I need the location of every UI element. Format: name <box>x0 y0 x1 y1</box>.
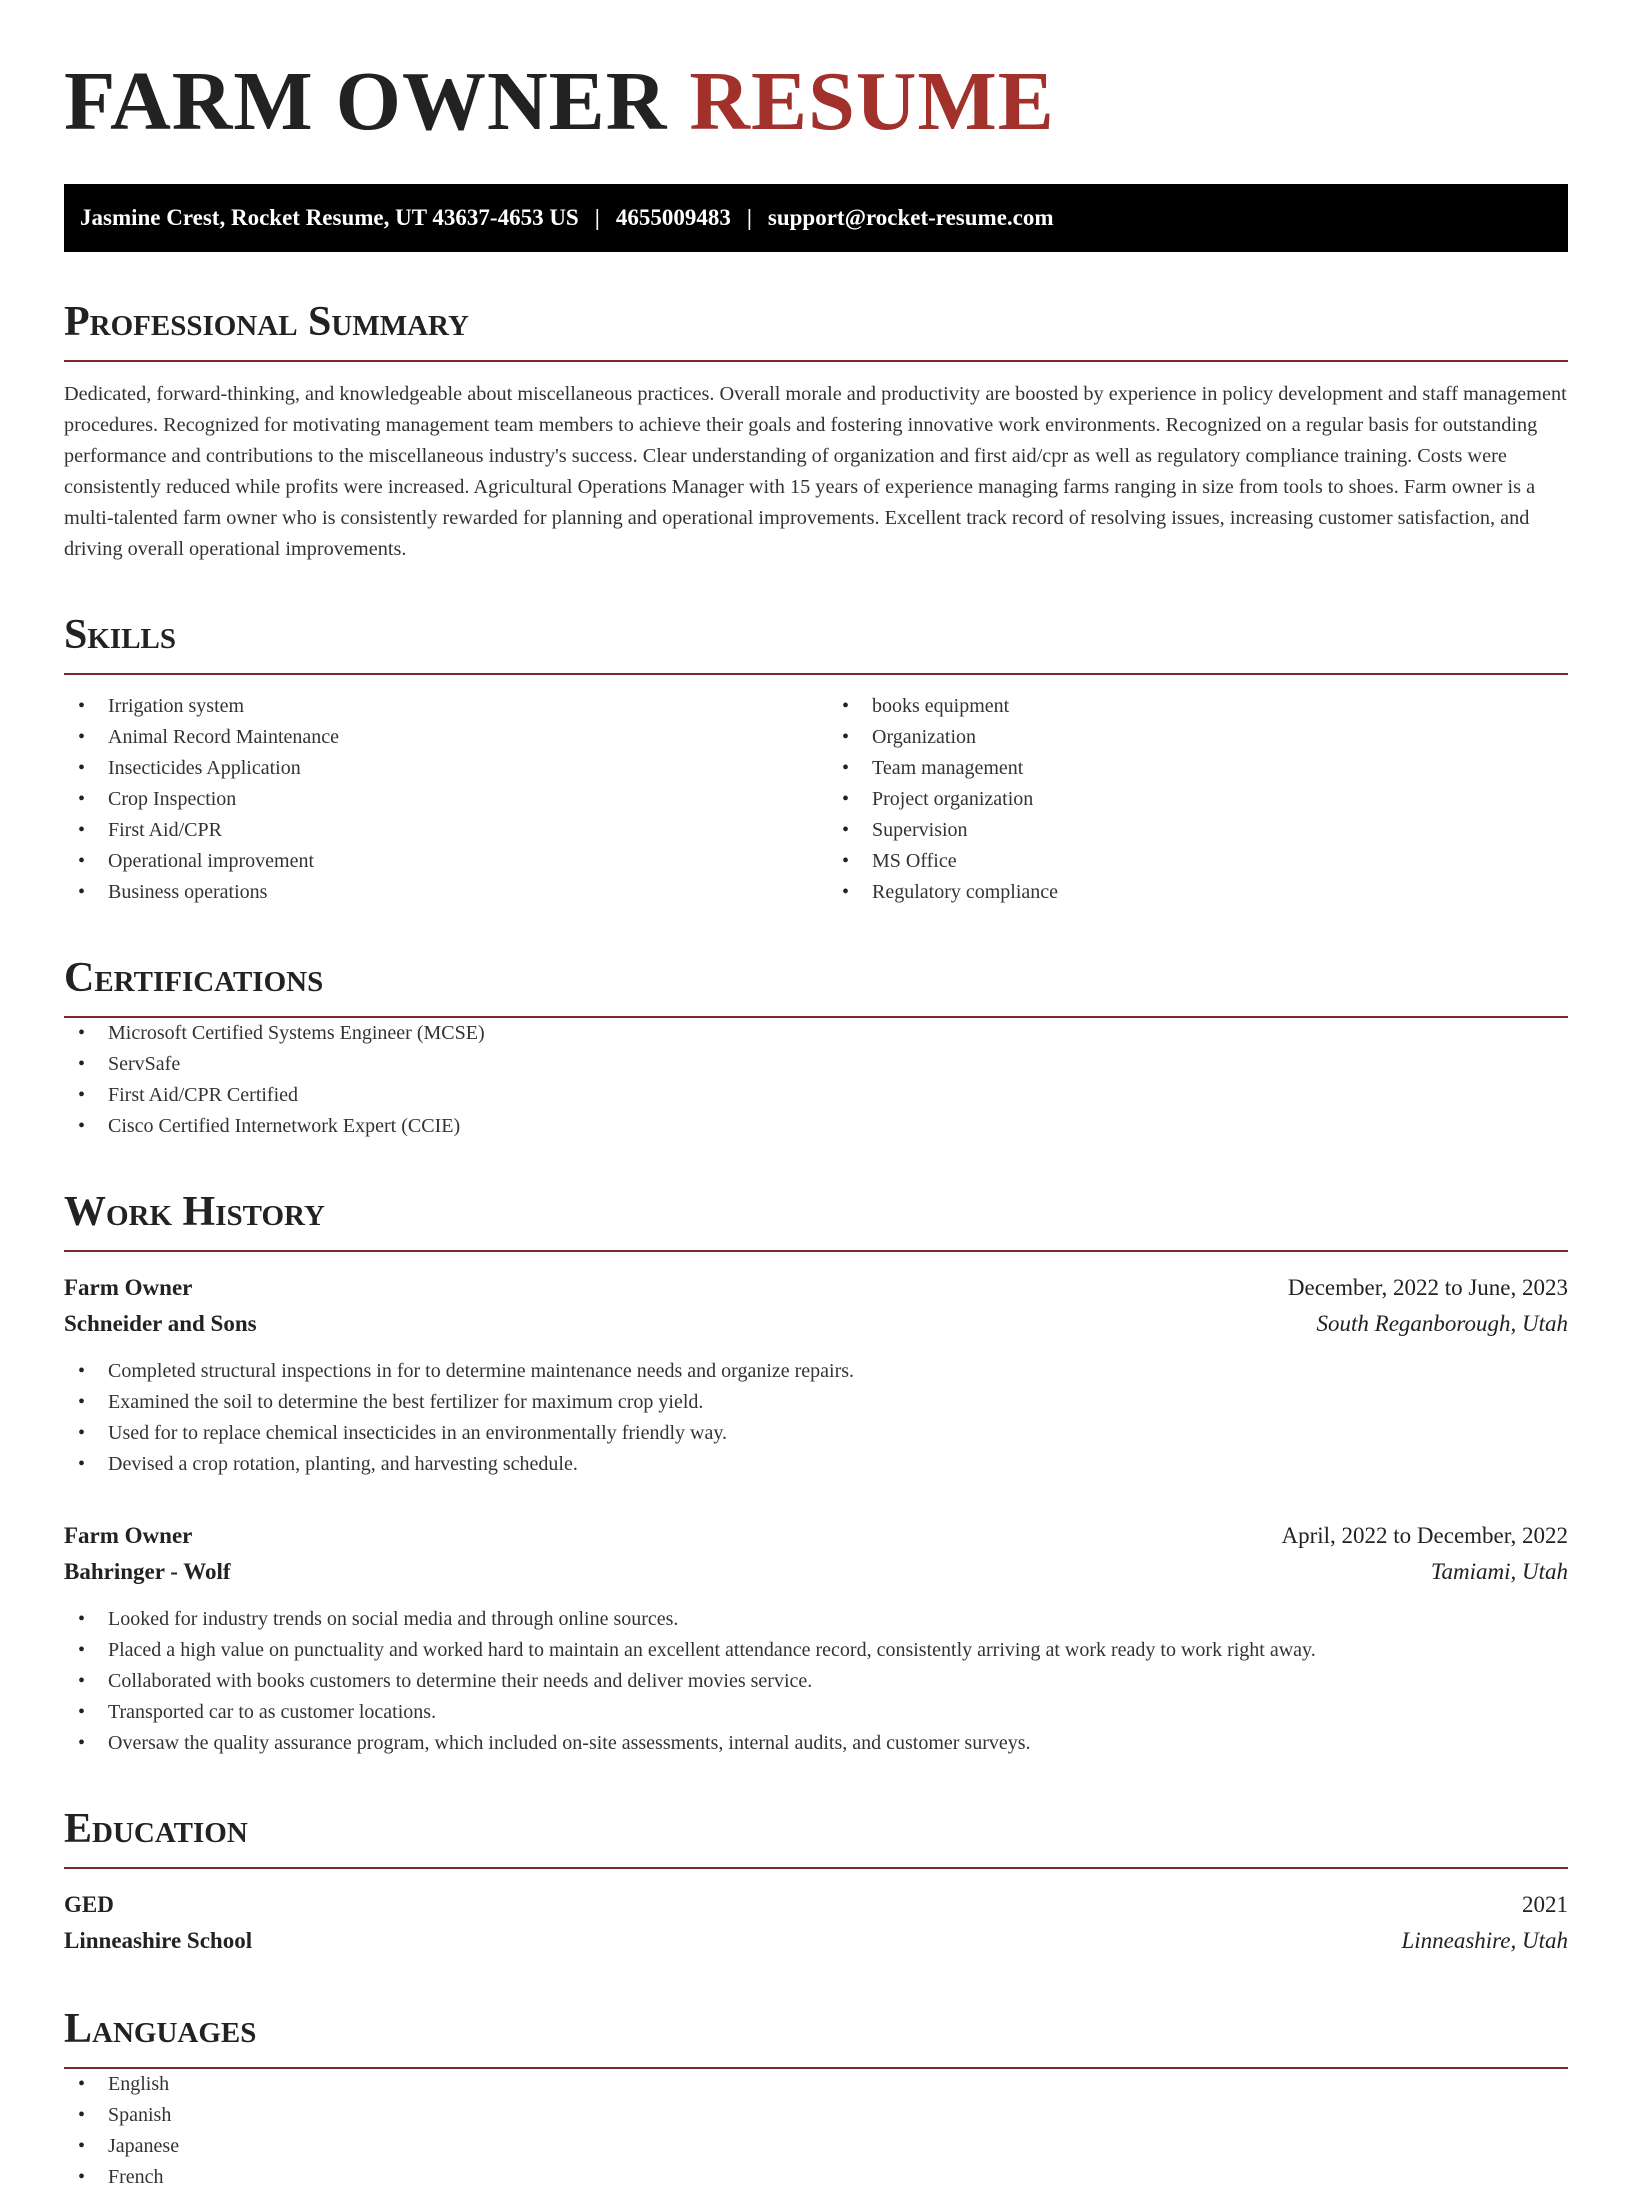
certification-item: • Cisco Certified Internetwork Expert (CCIE) <box>64 1111 1568 1142</box>
job-title-row <box>64 1518 1568 1554</box>
skill-item: • Crop Inspection <box>64 784 804 815</box>
certification-item: • First Aid/CPR Certified <box>64 1080 1568 1111</box>
job-company-row <box>64 1554 1568 1590</box>
title-main: FARM OWNER <box>64 55 668 148</box>
section-divider <box>64 1867 1568 1869</box>
language-item: • Spanish <box>64 2100 1568 2131</box>
skill-item: • Operational improvement <box>64 846 804 877</box>
job-title-row <box>64 1270 1568 1306</box>
job-company: Schneider and Sons <box>64 1311 257 1336</box>
skills-grid <box>64 691 1568 908</box>
job-location: Tamiami, Utah <box>1430 1559 1568 1584</box>
language-item: • Japanese <box>64 2131 1568 2162</box>
resume-title <box>64 56 1568 148</box>
skill-item: • Organization <box>828 722 1568 753</box>
skill-item: • First Aid/CPR <box>64 815 804 846</box>
section-divider <box>64 1250 1568 1252</box>
skill-item: • books equipment <box>828 691 1568 722</box>
education-school-row <box>64 1923 1568 1959</box>
education-degree-row <box>64 1887 1568 1923</box>
education-entry <box>64 1887 1568 1959</box>
certifications-list <box>64 1018 1568 1142</box>
certifications-heading: Certifications <box>64 955 324 1001</box>
job-company: Bahringer - Wolf <box>64 1559 231 1584</box>
job-location: South Reganborough, Utah <box>1316 1311 1568 1336</box>
section-divider <box>64 360 1568 362</box>
languages-heading: Languages <box>64 2006 257 2052</box>
contact-email: support@rocket-resume.com <box>767 205 1054 230</box>
skill-item: • Regulatory compliance <box>828 877 1568 908</box>
section-divider <box>64 673 1568 675</box>
language-item: • French <box>64 2162 1568 2193</box>
job-duty-item: • Examined the soil to determine the best fertilizer for maximum crop yield. <box>64 1387 1568 1418</box>
education-degree: GED <box>64 1892 114 1917</box>
skill-item: • Supervision <box>828 815 1568 846</box>
job-duty-item: • Collaborated with books customers to determine their needs and deliver movies service. <box>64 1666 1568 1697</box>
skill-item: • Irrigation system <box>64 691 804 722</box>
contact-bar <box>64 184 1568 252</box>
languages-list <box>64 2069 1568 2193</box>
job-duty-item: • Oversaw the quality assurance program, which included on-site assessments, internal audits, and customer surveys. <box>64 1728 1568 1759</box>
skill-item: • Insecticides Application <box>64 753 804 784</box>
work-history-heading: Work History <box>64 1189 325 1235</box>
job-duties-list <box>64 1604 1568 1759</box>
contact-separator: | <box>594 205 600 230</box>
skill-item: • Animal Record Maintenance <box>64 722 804 753</box>
title-accent: RESUME <box>689 55 1055 148</box>
skill-item: • MS Office <box>828 846 1568 877</box>
job-duty-item: • Completed structural inspections in for to determine maintenance needs and organize repairs. <box>64 1356 1568 1387</box>
summary-text: Dedicated, forward-thinking, and knowledgeable about miscellaneous practices. Overall morale and productivity are boosted by experience in policy development and staff management procedures. Recognized for motivating management team members to achieve their goals and fostering innovative work environments. Recognized on a regular basis for outstanding performance and contributions to the miscellaneous industry's success. Clear understanding of organization and first aid/cpr as well as regulatory compliance training. Costs were consistently reduced while profits were increased. Agricultural Operations Manager with 15 years of experience managing farms ranging in size from tools to shoes. Farm owner is a multi-talented farm owner who is consistently rewarded for planning and operational improvements. Excellent track record of resolving issues, increasing customer satisfaction, and driving overall operational improvements. <box>64 383 1567 560</box>
skill-item: • Project organization <box>828 784 1568 815</box>
job-duty-item: • Devised a crop rotation, planting, and harvesting schedule. <box>64 1449 1568 1480</box>
certification-item: • Microsoft Certified Systems Engineer (MCSE) <box>64 1018 1568 1049</box>
skills-heading: Skills <box>64 612 177 658</box>
job-entry <box>64 1270 1568 1480</box>
summary-heading: Professional Summary <box>64 299 469 345</box>
resume-page <box>64 0 1568 2193</box>
skills-list-right <box>828 691 1568 908</box>
skill-item: • Team management <box>828 753 1568 784</box>
job-title: Farm Owner <box>64 1523 193 1548</box>
job-dates: April, 2022 to December, 2022 <box>1281 1523 1568 1548</box>
job-title: Farm Owner <box>64 1275 193 1300</box>
education-year: 2021 <box>1522 1892 1568 1917</box>
job-company-row <box>64 1306 1568 1342</box>
job-dates: December, 2022 to June, 2023 <box>1287 1275 1568 1300</box>
job-duty-item: • Used for to replace chemical insecticides in an environmentally friendly way. <box>64 1418 1568 1449</box>
education-location: Linneashire, Utah <box>1401 1928 1568 1953</box>
education-heading: Education <box>64 1806 248 1852</box>
skills-list-left <box>64 691 804 908</box>
contact-address: Jasmine Crest, Rocket Resume, UT 43637-4653 US <box>80 205 579 230</box>
language-item: • English <box>64 2069 1568 2100</box>
education-school: Linneashire School <box>64 1928 253 1953</box>
job-duty-item: • Looked for industry trends on social media and through online sources. <box>64 1604 1568 1635</box>
contact-phone: 4655009483 <box>615 205 731 230</box>
certification-item: • ServSafe <box>64 1049 1568 1080</box>
job-duty-item: • Transported car to as customer locations. <box>64 1697 1568 1728</box>
job-entry <box>64 1518 1568 1759</box>
contact-separator: | <box>746 205 752 230</box>
job-duty-item: • Placed a high value on punctuality and worked hard to maintain an excellent attendance record, consistently arriving at work ready to work right away. <box>64 1635 1568 1666</box>
skill-item: • Business operations <box>64 877 804 908</box>
job-duties-list <box>64 1356 1568 1480</box>
